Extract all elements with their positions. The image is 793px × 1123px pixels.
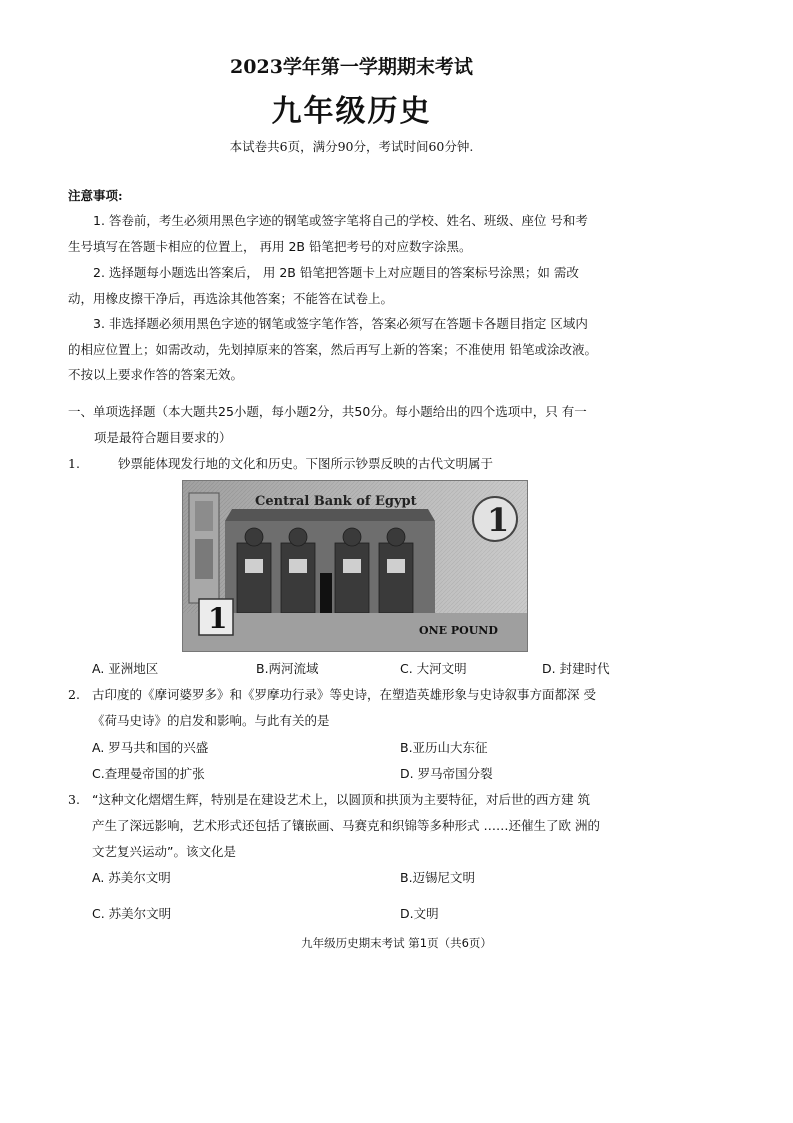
note-line: 3. 非选择题必须用黑色字迹的钢笔或签字笔作答，答案必须写在答题卡各题目指定 区域内 [93, 316, 588, 331]
option-b: B.两河流域 [256, 661, 319, 676]
banknote-denomination: ONE POUND [419, 624, 498, 637]
option-d: D.文明 [400, 906, 439, 921]
option-c: C. 苏美尔文明 [92, 906, 172, 921]
option-a: A. 亚洲地区 [92, 661, 159, 676]
note-line: 生号填写在答题卡相应的位置上， 再用 2B 铅笔把考号的对应数字涂黑。 [68, 239, 472, 254]
question-stem: “这种文化熠熠生辉，特别是在建设艺术上，以圆顶和拱顶为主要特征，对后世的西方建 筑 [92, 792, 590, 807]
question-number: 2. [68, 687, 80, 702]
option-c: C. 大河文明 [400, 661, 467, 676]
exam-title: 2023学年第一学期期末考试 [230, 56, 473, 78]
question-stem-cont: 《荷马史诗》的启发和影响。与此有关的是 [92, 713, 330, 728]
option-a: A. 罗马共和国的兴盛 [92, 740, 209, 755]
exam-info: 本试卷共6页，满分90分，考试时间60分钟. [229, 139, 474, 154]
section-heading: 一、单项选择题（本大题共25小题，每小题2分，共50分。每小题给出的四个选项中，只 有一 [68, 404, 587, 419]
option-c: C.查理曼帝国的扩张 [92, 766, 205, 781]
note-line: 的相应位置上；如需改动，先划掉原来的答案，然后再写上新的答案；不准使用 铅笔或涂改液。 [68, 342, 597, 357]
option-b: B.亚历山大东征 [400, 740, 488, 755]
question-stem-cont: 文艺复兴运动”。该文化是 [92, 844, 236, 859]
note-line: 动，用橡皮擦干净后，再选涂其他答案；不能答在试卷上。 [68, 291, 394, 306]
question-stem: 钞票能体现发行地的文化和历史。下图所示钞票反映的古代文明属于 [118, 456, 494, 471]
note-line: 不按以上要求作答的答案无效。 [68, 367, 244, 382]
question-number: 3. [68, 792, 80, 807]
section-heading-cont: 项是最符合题目要求的） [94, 430, 232, 445]
note-line: 2. 选择题每小题选出答案后， 用 2B 铅笔把答题卡上对应题目的答案标号涂黑；如 需改 [93, 265, 579, 280]
question-number: 1. [68, 456, 80, 471]
option-d: D. 封建时代 [542, 661, 610, 676]
banknote-image [182, 480, 528, 652]
banknote-numeral-left: 1 [208, 602, 228, 635]
banknote-bank-name: Central Bank of Egypt [255, 494, 417, 509]
option-a: A. 苏美尔文明 [92, 870, 171, 885]
page-footer: 九年级历史期末考试 第1页（共6页） [301, 936, 492, 950]
note-line: 1. 答卷前，考生必须用黑色字迹的钢笔或签字笔将自己的学校、姓名、班级、座位 号和考 [93, 213, 588, 228]
question-stem: 古印度的《摩诃婆罗多》和《罗摩功行录》等史诗，在塑造英雄形象与史诗叙事方面都深 受 [92, 687, 596, 702]
banknote-numeral-right: 1 [487, 501, 510, 539]
question-stem-cont: 产生了深远影响，艺术形式还包括了镶嵌画、马赛克和织锦等多种形式 ……还催生了欧 洲的 [92, 818, 600, 833]
notes-heading: 注意事项: [68, 188, 123, 203]
subject-title: 九年级历史 [271, 94, 432, 129]
option-d: D. 罗马帝国分裂 [400, 766, 493, 781]
option-b: B.迈锡尼文明 [400, 870, 476, 885]
